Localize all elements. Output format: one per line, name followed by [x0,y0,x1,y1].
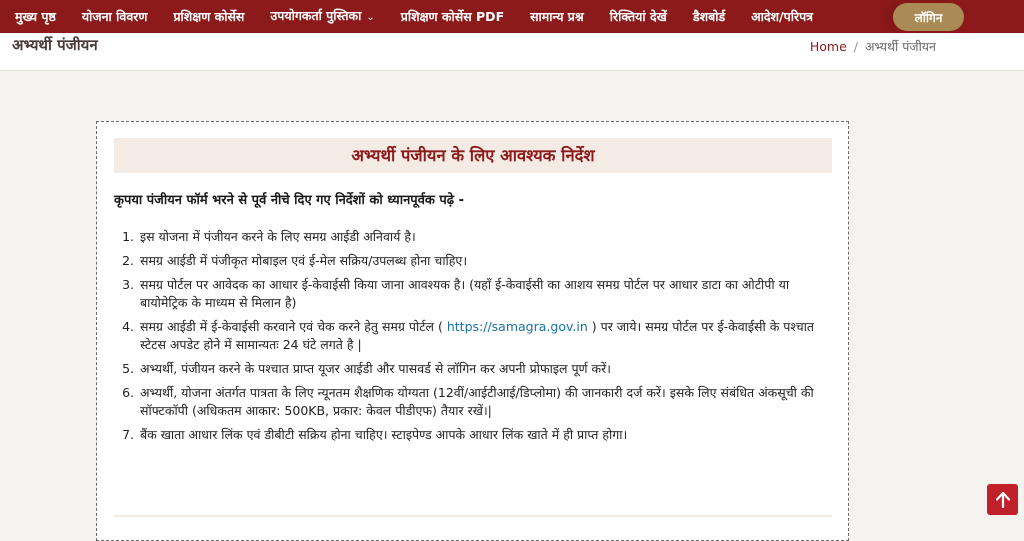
breadcrumb-home-link[interactable]: Home [809,39,847,54]
nav-item-faq[interactable] [517,0,597,33]
breadcrumb-current: अभ्यर्थी पंजीयन [865,39,936,54]
chevron-down-icon: ⌄ [366,12,375,23]
instruction-item [138,384,834,420]
breadcrumb-separator: / [853,39,858,54]
instruction-item [138,276,834,312]
nav-item-label: उपयोगकर्ता पुस्तिका [270,8,362,23]
instruction-text: ) पर जाये। समग्र पोर्टल पर ई-केवाईसी के पश्चात स्टेटस अपडेट होने में सामान्यतः 24 घंटे लगते है | [140,319,815,352]
instruction-item [138,228,834,246]
nav-item-label: प्रशिक्षण कोर्सेस PDF [400,9,505,24]
top-navbar [0,0,1024,33]
instruction-text: बैंक खाता आधार लिंक एवं डीबीटी सक्रिय होना चाहिए। स्टाइपेण्ड आपके आधार लिंक खाते में ही प्राप्त होगा। [140,427,628,442]
instructions-list [114,228,834,450]
nav-item-home[interactable] [2,0,69,33]
arrow-up-icon [996,492,1010,508]
login-button[interactable]: लॉगिन [893,3,964,31]
page-header [0,33,1024,71]
nav-item-label: डैशबोर्ड [692,9,726,24]
instructions-intro: कृपया पंजीयन फॉर्म भरने से पूर्व नीचे दिए गए निर्देशों को ध्यानपूर्वक पढ़े - [114,193,465,208]
nav-item-label: सामान्य प्रश्न [530,9,584,24]
page-title: अभ्यर्थी पंजीयन [12,36,98,54]
instructions-card [96,121,849,541]
instruction-text: इस योजना में पंजीयन करने के लिए समग्र आईडी अनिवार्य है। [140,229,416,244]
instruction-item [138,252,834,270]
samagra-portal-link[interactable]: https://samagra.gov.in [446,319,588,334]
nav-item-scheme-details[interactable] [69,0,161,33]
instructions-heading: अभ्यर्थी पंजीयन के लिए आवश्यक निर्देश [114,138,832,173]
instruction-text: अभ्यर्थी, योजना अंतर्गत पात्रता के लिए न्यूनतम शैक्षणिक योग्यता (12वीं/आईटीआई/डिप्लोमा) की जानकारी दर्ज करें। इसके लिए संबंधित अंकसूची की सॉफ्टकॉपी (अधिकतम आकार: 500KB, प्रकार: केवल पीडीएफ) तैयार रखें।| [140,385,814,418]
nav-item-dashboard[interactable] [680,0,738,33]
instruction-item [138,318,834,354]
nav-item-training-pdf[interactable] [388,0,517,33]
instruction-item [138,360,834,378]
nav-menu [0,0,1024,33]
instruction-text: समग्र आईडी में पंजीकृत मोबाइल एवं ई-मेल सक्रिय/उपलब्ध होना चाहिए। [140,253,468,268]
nav-item-vacancies[interactable] [597,0,680,33]
instruction-item [138,426,834,444]
breadcrumb [810,38,936,55]
nav-item-label: आदेश/परिपत्र [751,9,814,24]
nav-item-orders-circulars[interactable] [738,0,826,33]
instruction-text: समग्र पोर्टल पर आवेदक का आधार ई-केवाईसी किया जाना आवश्यक है। (यहाँ ई-केवाईसी का आशय समग्र पोर्टल पर आधार डाटा का ओटीपी या बायोमेट्रिक के माध्यम से मिलान है) [140,277,790,310]
scroll-to-top-button[interactable] [987,484,1018,515]
nav-item-label: रिक्तियां देखें [609,9,667,24]
instruction-text: समग्र आईडी में ई-केवाईसी करवाने एवं चेक करने हेतु समग्र पोर्टल ( [140,319,443,334]
nav-item-training-courses[interactable] [160,0,257,33]
nav-item-label: प्रशिक्षण कोर्सेस [173,9,245,24]
nav-item-label: मुख्य पृष्ठ [15,9,56,24]
nav-item-user-manual[interactable] [257,0,387,33]
instruction-text: अभ्यर्थी, पंजीयन करने के पश्चात प्राप्त यूजर आईडी और पासवर्ड से लॉगिन कर अपनी प्रोफाइल पूर्ण करें। [140,361,611,376]
nav-item-label: योजना विवरण [81,9,148,24]
